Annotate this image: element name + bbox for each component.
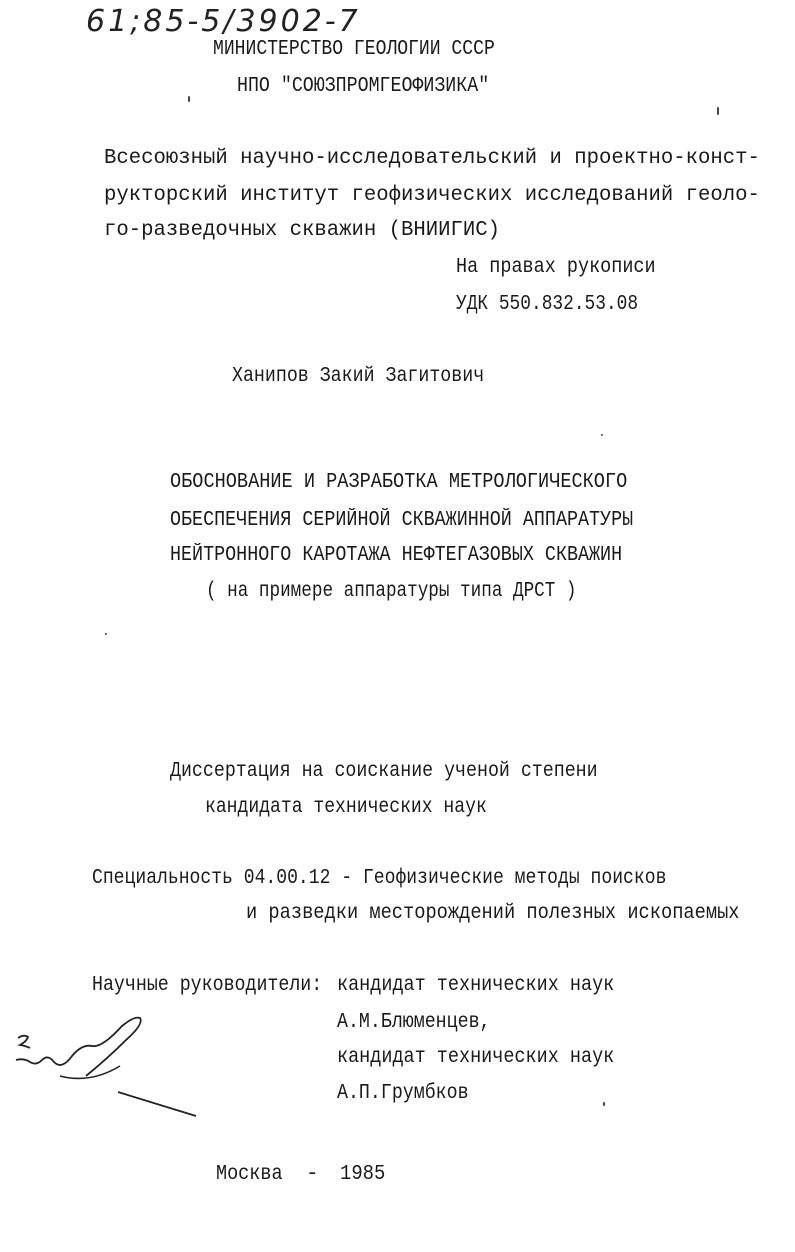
year: 1985 — [340, 1163, 386, 1186]
manuscript-rights: На правах рукописи — [456, 256, 656, 279]
specialty-line-2: и разведки месторождений полезных ископаемых — [246, 902, 740, 925]
scan-speck — [188, 96, 190, 102]
author-name: Ханипов Закий Загитович — [232, 365, 485, 388]
supervisor-name-1: А.М.Блюменцев, — [337, 1011, 491, 1034]
dissertation-line-2: кандидата технических наук — [205, 796, 487, 819]
institute-line-1: Всесоюзный научно-исследовательский и проектно-конст- — [104, 147, 760, 170]
institute-line-2: рукторский институт геофизических исследований геоло- — [104, 184, 760, 207]
institute-line-3: го-разведочных скважин (ВНИИГИС) — [104, 219, 501, 242]
title-line-2: ОБЕСПЕЧЕНИЯ СЕРИЙНОЙ СКВАЖИННОЙ АППАРАТУРЫ — [170, 509, 634, 532]
scan-speck — [105, 633, 107, 635]
footer-dash: - — [306, 1163, 319, 1186]
scan-speck — [601, 434, 603, 436]
specialty-line-1: Специальность 04.00.12 - Геофизические методы поисков — [92, 867, 667, 890]
ministry-heading: МИНИСТЕРСТВО ГЕОЛОГИИ СССР — [213, 38, 495, 61]
scan-speck — [603, 1102, 605, 1106]
title-line-1: ОБОСНОВАНИЕ И РАЗРАБОТКА МЕТРОЛОГИЧЕСКОГО — [170, 471, 628, 494]
supervisor-degree-1: кандидат технических наук — [337, 974, 615, 997]
city: Москва — [216, 1163, 283, 1186]
supervisors-label: Научные руководители: — [92, 974, 323, 997]
title-subtitle: ( на примере аппаратуры типа ДРСТ ) — [206, 580, 577, 603]
signature-scribble — [0, 1010, 220, 1130]
handwritten-archive-number: 61;85-5/3902-7 — [86, 4, 361, 39]
npo-heading: НПО "СОЮЗПРОМГЕОФИЗИКА" — [237, 75, 490, 98]
dissertation-line-1: Диссертация на соискание ученой степени — [170, 760, 598, 783]
scan-speck — [717, 107, 719, 115]
udc-code: УДК 550.832.53.08 — [456, 293, 639, 316]
supervisor-degree-2: кандидат технических наук — [337, 1046, 615, 1069]
title-line-3: НЕЙТРОННОГО КАРОТАЖА НЕФТЕГАЗОВЫХ СКВАЖИН — [170, 544, 623, 567]
supervisor-name-2: А.П.Грумбков — [337, 1082, 469, 1105]
